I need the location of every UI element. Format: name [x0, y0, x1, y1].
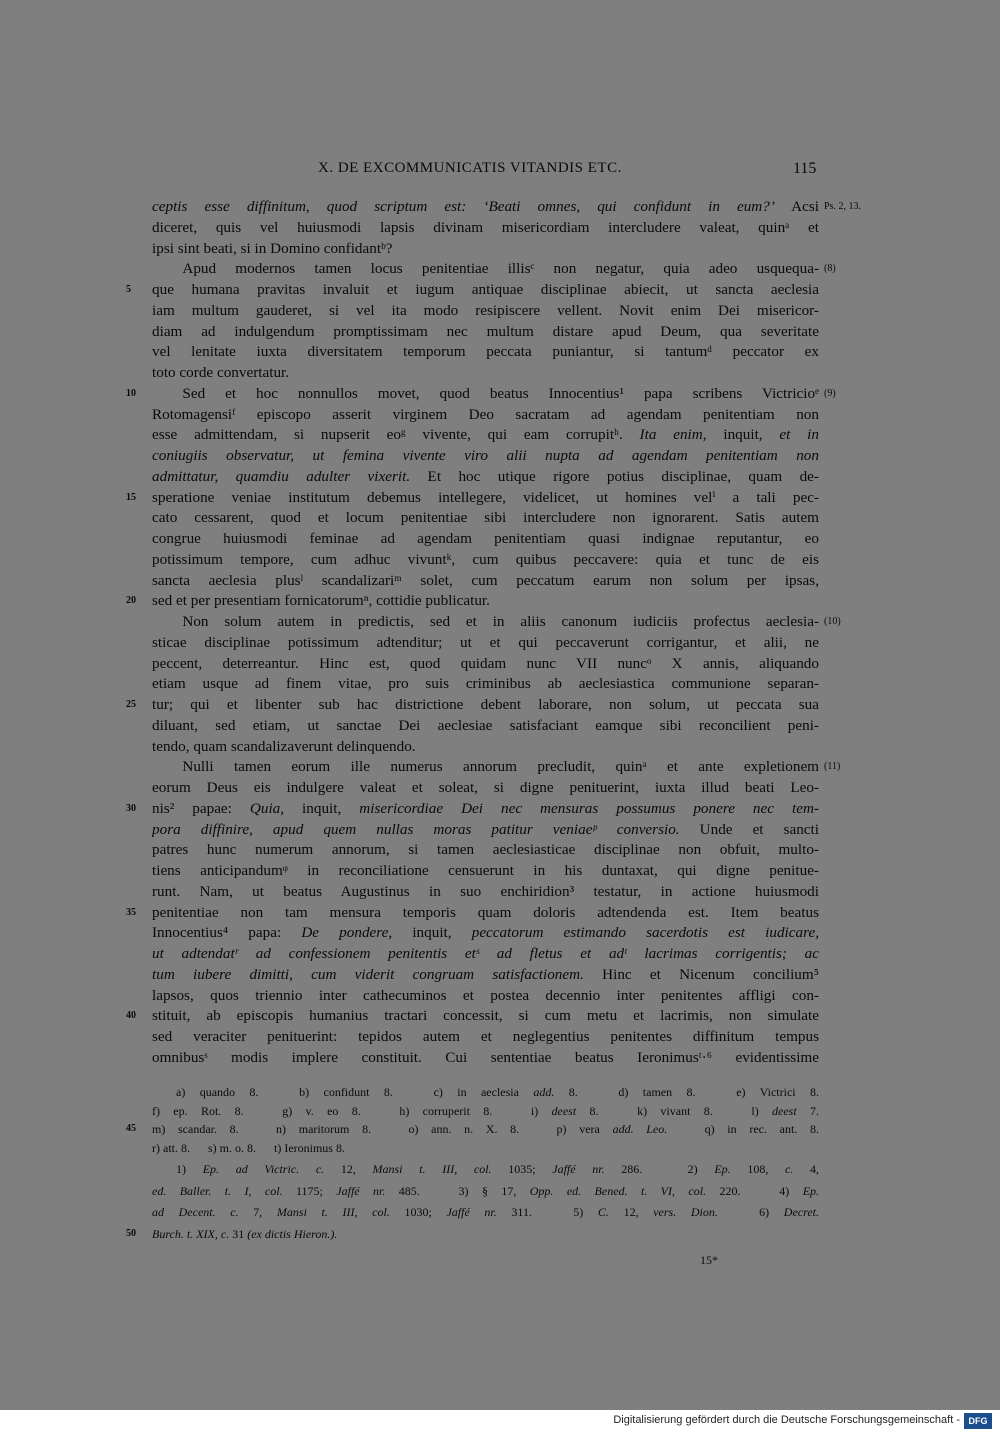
text-line [152, 944, 819, 964]
line-number: 15 [126, 491, 136, 503]
text-segment: et in [779, 426, 819, 444]
text-segment: C. [597, 1205, 609, 1219]
variant-note-line [152, 1139, 819, 1157]
text-segment: inquit, [284, 799, 360, 817]
text-segment: congrue huiusmodi feminae ad agendam penitentiam quasi indignae reputantur, eo [152, 530, 819, 547]
text-segment: f) ep. Rot. 8. g) v. eo 8. h) corruperit 8. i) [152, 1103, 552, 1118]
text-line [152, 1048, 819, 1068]
text-segment: tendo, quam scandalizaverunt delinquendo. [152, 737, 416, 755]
text-line [152, 882, 819, 902]
text-line [152, 965, 819, 985]
text-segment: 311. 5) [496, 1205, 598, 1219]
line-number: 40 [126, 1010, 136, 1022]
text-segment: Mansi t. III, col. [276, 1205, 390, 1219]
text-segment: Burch. t. XIX, c. [152, 1226, 230, 1241]
text-line [152, 239, 819, 259]
margin-reference: (9) [824, 387, 836, 399]
variant-note-line [152, 1102, 819, 1120]
text-segment: inquit, [706, 426, 780, 444]
text-segment: stituit, ab episcopis humanius tractari concessit, si cum metu et lacrimis, non simulate [152, 1007, 819, 1025]
text-segment: que humana pravitas invaluit et iugum antiquae disciplinae abiecit, ut sancta aeclesia [152, 281, 819, 298]
text-segment: Sed et hoc nonnullos movet, quod beatus Innocentius¹ papa scribens Victricioᵉ [152, 384, 819, 402]
text-segment: Opp. ed. Bened. t. VI, col. [529, 1183, 707, 1198]
line-number: 20 [126, 595, 136, 607]
text-line [152, 674, 819, 694]
text-segment: 4, [793, 1162, 819, 1176]
text-segment: vel lenitate iuxta diversitatem temporum peccata puniantur, si tantumᵈ peccator ex [152, 343, 819, 361]
text-segment: pora diffinire, apud quem nullas moras patitur veniaeᵖ conversio. [152, 820, 680, 838]
text-segment: penitentiae non tam mensura temporis quam doloris adtendenda est. Item beatus [152, 903, 819, 921]
text-line [152, 363, 819, 383]
text-segment: diluant, sed etiam, ut sanctae Dei aeclesiae satisfaciant eamque sibi reconcilient peni- [152, 716, 819, 734]
text-segment: (ex dictis Hieron.). [247, 1226, 338, 1241]
text-segment: Ep. [802, 1183, 819, 1198]
text-line [152, 1027, 819, 1047]
text-segment: ipsi sint beati, si in Domino confidantᵇ? [152, 239, 393, 257]
text-line [152, 778, 819, 798]
text-segment: tiens anticipandumᵠ in reconciliatione censuerunt in his duntaxat, qui digne penitue- [152, 862, 819, 879]
text-segment: Apud modernos tamen locus penitentiae illisᶜ non negatur, quia adeo usquequa- [152, 260, 819, 278]
text-line [152, 737, 819, 757]
text-segment: nis² papae: [152, 799, 250, 817]
text-segment: deest [772, 1103, 797, 1118]
text-segment: toto corde convertatur. [152, 364, 290, 381]
text-segment: 1030; [389, 1205, 447, 1219]
text-segment: a) quando 8. b) confidunt 8. c) in aeclesia [152, 1085, 534, 1099]
text-segment: ut adtendatʳ ad confessionem penitentis etˢ ad fletus et adᵗ lacrimas corrigentis; ac [152, 945, 819, 962]
source-note-line [152, 1182, 819, 1200]
text-segment: Hinc et Nicenum concilium⁵ [583, 965, 819, 983]
text-segment: patres hunc numerum annorum, si tamen aeclesiasticae disciplinae non obfuit, multo- [152, 841, 819, 859]
text-segment: 485. 3) § 17, [385, 1183, 530, 1198]
text-segment: inquit, [392, 924, 472, 942]
text-segment: runt. Nam, ut beatus Augustinus in suo enchiridion³ testatur, in actione huiusmodi [152, 882, 819, 900]
text-segment: Unde et sancti [679, 820, 819, 838]
text-line [152, 591, 819, 611]
text-segment: 7, [238, 1205, 277, 1219]
margin-reference: (8) [824, 263, 836, 275]
text-segment: Jaffé nr. [336, 1183, 386, 1198]
text-segment: r) att. 8. s) m. o. 8. t) Ieronimus 8. [152, 1140, 345, 1155]
text-line [152, 467, 819, 487]
text-segment: m) scandar. 8. n) maritorum 8. o) ann. n. X. 8. p) vera [152, 1122, 613, 1136]
text-segment: speratione veniae institutum debemus intellegere, videlicet, ut homines velⁱ a tali pec- [152, 488, 819, 506]
text-line [152, 218, 819, 238]
text-segment: 31 [229, 1226, 248, 1241]
text-segment: ceptis esse diffinitum, quod scriptum est: ‘Beati omnes, qui confidunt in eum?’ [152, 198, 775, 215]
line-number: 10 [126, 387, 136, 399]
text-segment: 8. k) vivant 8. l) [576, 1103, 773, 1118]
text-line [152, 529, 819, 549]
text-line [152, 716, 819, 736]
text-segment: c. [785, 1162, 794, 1176]
text-line [152, 923, 819, 943]
text-line [152, 757, 819, 777]
line-number: 45 [126, 1123, 136, 1134]
text-line [152, 861, 819, 881]
text-line [152, 840, 819, 860]
line-number: 5 [126, 284, 131, 295]
text-segment: 6) [717, 1205, 784, 1219]
text-segment: Ep. ad Victric. c. [202, 1162, 325, 1176]
text-segment: tum iubere dimitti, cum viderit congruam satisfactionem. [152, 965, 584, 983]
text-segment: 286. 2) [604, 1162, 715, 1176]
text-segment: 1) [152, 1162, 203, 1176]
text-segment: Ita enim, [639, 426, 707, 444]
text-segment: q) in rec. ant. 8. [667, 1122, 819, 1136]
text-segment: 1175; [282, 1183, 337, 1198]
text-segment: Acsi [774, 198, 819, 215]
text-segment: Rotomagensiᶠ episcopo asserit virginem Deo sacratam ad agendam penitentiam non [152, 405, 819, 423]
variant-note-line [152, 1083, 819, 1101]
text-segment: 12, [608, 1205, 654, 1219]
text-line [152, 986, 819, 1006]
source-note-line [152, 1160, 819, 1178]
text-segment: 7. [796, 1103, 819, 1118]
text-segment: Et hoc utique rigore potius disciplinae, quam de- [410, 467, 819, 485]
dfg-logo: DFG [964, 1413, 992, 1429]
text-segment: iam multum gauderet, si vel ita modo resipiscere vellent. Novit enim Dei misericor- [152, 301, 819, 319]
text-line [152, 259, 819, 279]
text-line [152, 695, 819, 715]
text-segment: diceret, quis vel huiusmodi lapsis divinam misericordiam intercludere valeat, quinᵃ et [152, 218, 819, 236]
text-line [152, 301, 819, 321]
text-segment: De pondere, [301, 924, 393, 942]
text-segment: sed veraciter penituerint: tepidos autem et neglegentius penitentes diffinitum tempus [152, 1028, 819, 1045]
text-line [152, 550, 819, 570]
text-segment: peccatorum estimando sacerdotis est iudicare, [471, 924, 819, 942]
text-line [152, 903, 819, 923]
text-segment: ed. Baller. t. I, col. [152, 1183, 283, 1198]
text-line [152, 654, 819, 674]
text-segment: Decret. [783, 1205, 819, 1219]
text-segment: Ep. [714, 1162, 731, 1176]
margin-reference: (11) [824, 761, 841, 773]
text-segment: eorum Deus eis indulgere valeat et soleat, si digne penituerint, iuxta illud beati Leo- [152, 779, 819, 796]
text-segment: Jaffé nr. [552, 1162, 605, 1176]
footer-credit: Digitalisierung gefördert durch die Deutsche Forschungsgemeinschaft - [613, 1414, 960, 1426]
text-segment: Mansi t. III, col. [372, 1162, 492, 1176]
text-line [152, 508, 819, 528]
text-segment: etiam usque ad finem vitae, pro suis criminibus ab aeclesiastica communione separan- [152, 675, 819, 693]
signature-mark: 15* [700, 1253, 718, 1267]
text-line [152, 280, 819, 300]
text-segment: Nulli tamen eorum ille numerus annorum precludit, quinᵃ et ante expletionem [152, 758, 819, 776]
text-segment: esse admittendam, si nupserit eoᵍ vivente, qui eam corrupitʰ. [152, 426, 640, 444]
text-line [152, 384, 819, 404]
line-number: 50 [126, 1227, 136, 1239]
margin-reference: (10) [824, 616, 841, 627]
text-line [152, 425, 819, 445]
text-line [152, 820, 819, 840]
text-segment: tur; qui et libenter sub hac districtione debent laborare, non solum, ut peccata sua [152, 696, 819, 713]
text-line [152, 322, 819, 342]
text-segment: misericordiae Dei nec mensuras possumus ponere nec tem- [359, 799, 819, 817]
running-header-title: X. DE EXCOMMUNICATIS VITANDIS ETC. [318, 160, 622, 176]
text-segment: deest [551, 1103, 577, 1118]
text-segment: admittatur, quamdiu adulter vixerit. [152, 467, 411, 485]
margin-reference: Ps. 2, 13. [824, 201, 861, 212]
text-segment: add. Leo. [612, 1122, 668, 1136]
text-segment: omnibusˢ modis implere constituit. Cui sententiae beatus Ieronimusᵗ·⁶ evidentissime [152, 1048, 819, 1066]
text-segment: 8. d) tamen 8. e) Victrici 8. [554, 1085, 819, 1099]
text-segment: Quia, [249, 799, 285, 817]
text-segment: sticae disciplinae potissimum adtenditur; ut et qui peccaverunt corrigantur, et alii, ne [152, 633, 819, 651]
source-note-line [152, 1225, 819, 1243]
text-line [152, 633, 819, 653]
text-segment: 12, [324, 1162, 373, 1176]
text-segment: vers. Dion. [653, 1205, 718, 1219]
text-segment: add. [533, 1085, 555, 1099]
text-segment: potissimum tempore, cum adhuc vivuntᵏ, cum quibus peccavere: quia et tunc de eis [152, 550, 819, 568]
text-segment: Jaffé nr. [446, 1205, 497, 1219]
text-segment: 220. 4) [706, 1183, 803, 1198]
text-segment: 1035; [491, 1162, 553, 1176]
text-segment: diam ad indulgendum promptissimam nec multum distare apud Deum, qua severitate [152, 322, 819, 340]
text-segment: ad Decent. c. [152, 1205, 239, 1219]
text-line [152, 1006, 819, 1026]
page-number: 115 [793, 160, 817, 177]
text-line [152, 571, 819, 591]
text-segment: 108, [730, 1162, 786, 1176]
text-segment: Innocentius⁴ papa: [152, 924, 302, 942]
text-segment: lapsos, quos triennio inter cathecuminos et postea decennio inter penitentes affligi con- [152, 986, 819, 1004]
text-segment: sed et per presentiam fornicatorumⁿ, cottidie publicatur. [152, 592, 490, 610]
text-segment: Non solum autem in predictis, sed et in aliis canonum iudiciis profectus aeclesia- [152, 613, 819, 630]
text-line [152, 446, 819, 466]
text-segment: peccent, deterreantur. Hinc est, quod quidam nunc VII nuncᵒ X annis, aliquando [152, 654, 819, 672]
text-line [152, 488, 819, 508]
text-line [152, 799, 819, 819]
digitization-footer [0, 1410, 1000, 1434]
source-note-line [152, 1203, 819, 1221]
line-number: 30 [126, 802, 136, 814]
text-line [152, 612, 819, 632]
line-number: 25 [126, 699, 136, 710]
text-segment: sancta aeclesia plusˡ scandalizariᵐ solet, cum peccatum earum non solum per ipsas, [152, 571, 819, 589]
text-segment: cato cessarent, quod et locum penitentiae sibi intercludere non ignorarent. Satis autem [152, 509, 819, 527]
variant-note-line [152, 1120, 819, 1138]
text-line [152, 405, 819, 425]
text-line [152, 342, 819, 362]
text-line [152, 197, 819, 217]
line-number: 35 [126, 906, 136, 918]
text-segment: coniugiis observatur, ut femina vivente viro alii nupta ad agendam penitentiam non [152, 447, 819, 464]
